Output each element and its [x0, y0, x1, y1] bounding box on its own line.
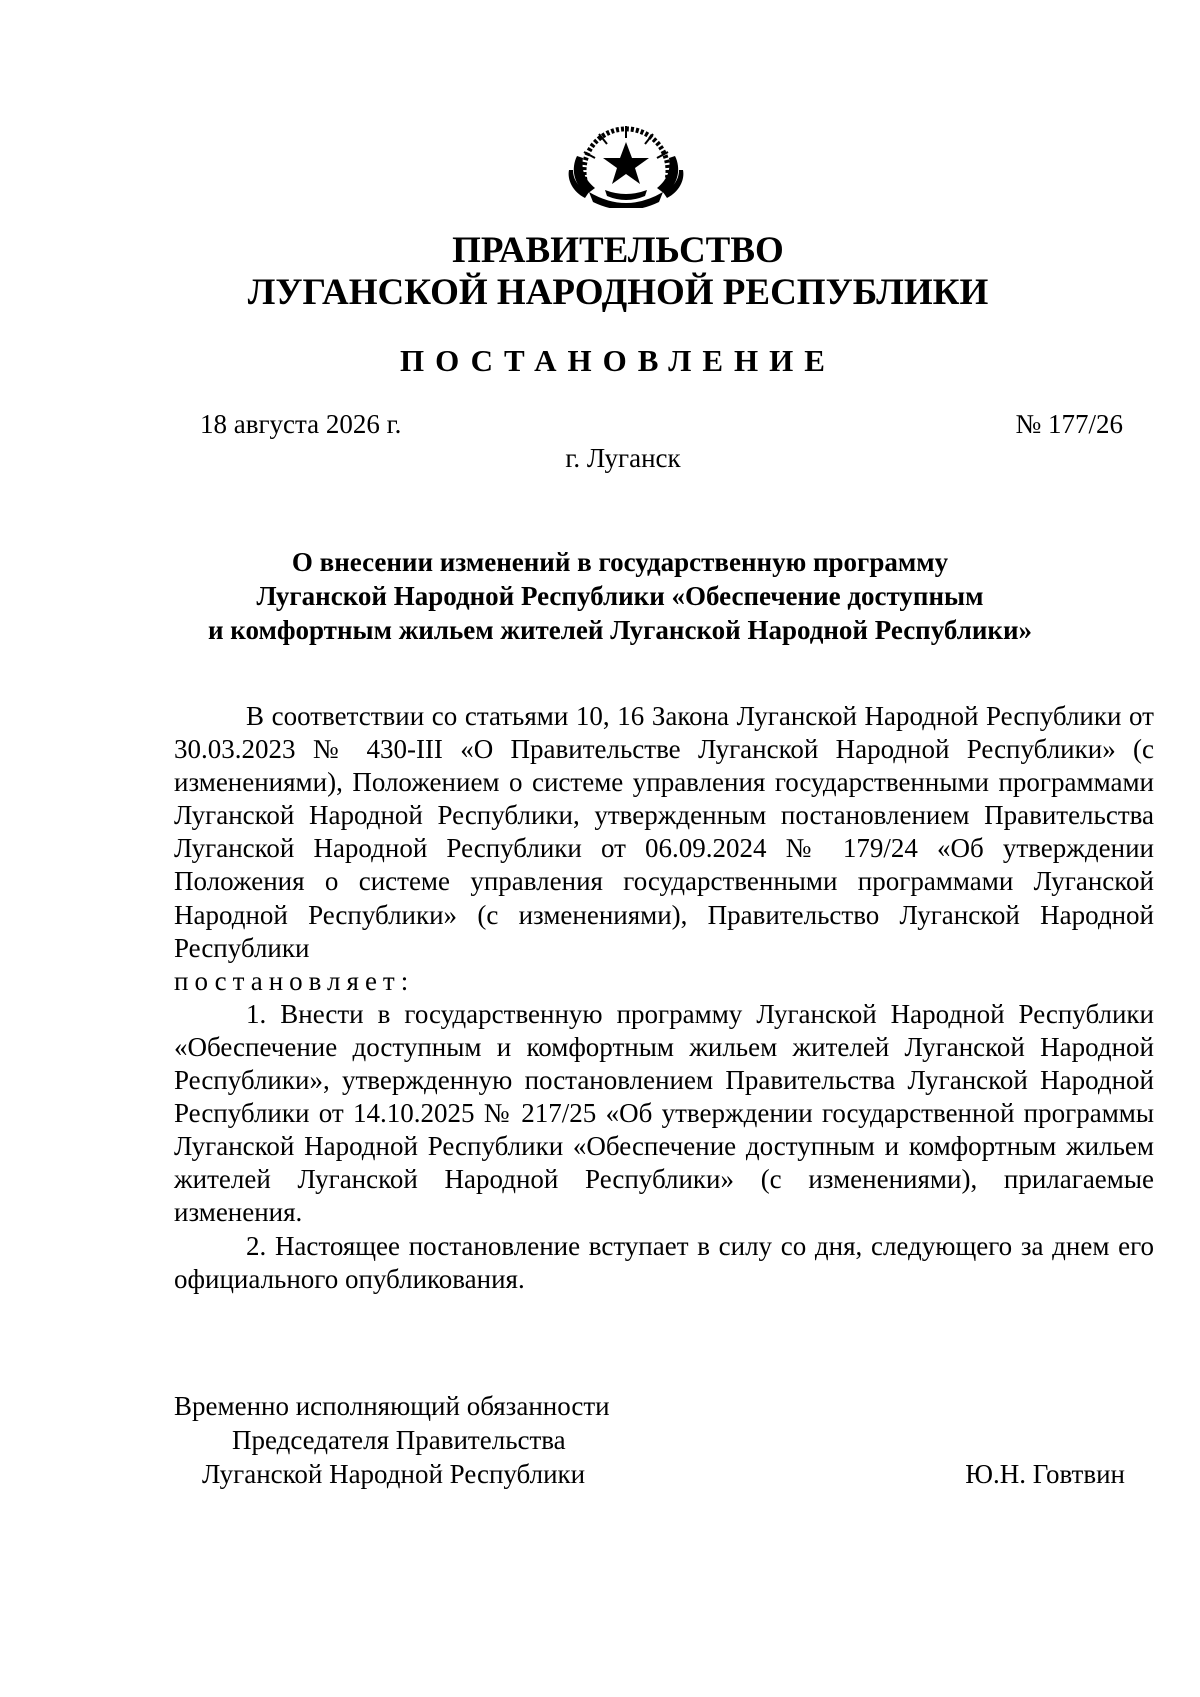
subject-line: Луганской Народной Республики «Обеспечение доступным [256, 581, 984, 611]
preamble-paragraph: В соответствии со статьями 10, 16 Закона Луганской Народной Республики от 30.03.2023 № 430-III «О Правительстве Луганской Народной Республики» (с изменениями), Положением о системе управления государственными программами Луганской Народной Республики, утвержденным постановлением Правительства Луганской Народной Республики от 06.09.2024 № 179/24 «Об утверждении Положения о системе управления государственными программами Луганской Народной Республики» (с изменениями), Правительство Луганской Народной Республики [174, 701, 1154, 963]
coat-of-arms-icon [565, 118, 687, 208]
document-date: 18 августа 2026 г. [200, 409, 402, 439]
item-1-paragraph: 1. Внести в государственную программу Луганской Народной Республики «Обеспечение доступным и комфортным жильем жителей Луганской Народной Республики», утвержденную постановлением Правительства Луганской Народной Республики от 14.10.2025 № 217/25 «Об утверждении государственной программы Луганской Народной Республики «Обеспечение доступным и комфортным жильем жителей Луганской Народной Республики» (с изменениями), прилагаемые изменения. [174, 998, 1154, 1228]
government-title: ПРАВИТЕЛЬСТВО [452, 230, 784, 271]
document-city: г. Луганск [565, 443, 681, 473]
item-2-paragraph: 2. Настоящее постановление вступает в силу со дня, следующего за днем его официального опубликования. [174, 1230, 1154, 1294]
document-subject [150, 545, 1090, 647]
signatory-position-line2: Председателя Правительства [232, 1425, 566, 1455]
government-name: ЛУГАНСКОЙ НАРОДНОЙ РЕСПУБЛИКИ [247, 272, 989, 313]
document-type: ПОСТАНОВЛЕНИЕ [400, 343, 836, 378]
signatory-position-line1: Временно исполняющий обязанности [174, 1391, 610, 1421]
subject-line: О внесении изменений в государственную программу [291, 547, 949, 577]
signatory-position-line3: Луганской Народной Республики [202, 1459, 586, 1489]
subject-line: и комфортным жильем жителей Луганской Народной Республики» [207, 615, 1033, 645]
signatory-name: Ю.Н. Говтвин [965, 1459, 1125, 1489]
document-body [174, 700, 1154, 1296]
resolves-phrase: постановляет: [174, 965, 415, 996]
document-number: № 177/26 [1015, 409, 1123, 439]
